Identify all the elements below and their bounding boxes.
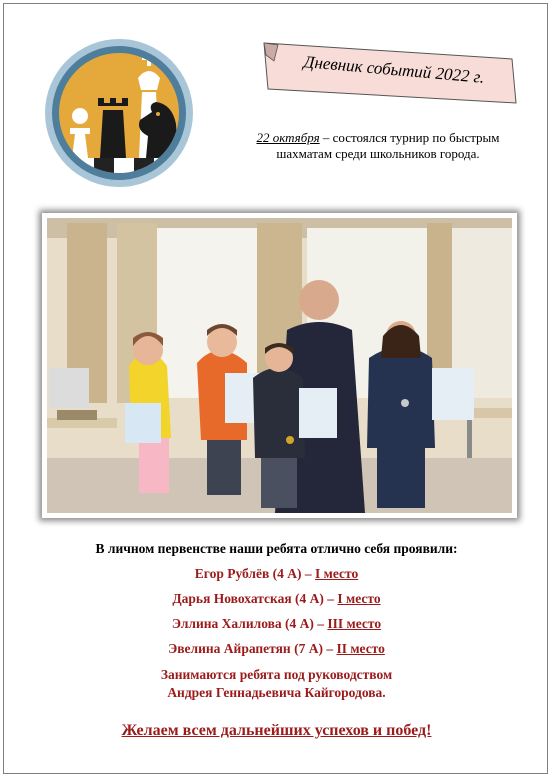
event-date: 22 октября [256,130,320,145]
result-item [20,591,533,607]
coach-line-1: Занимаются ребята под руководством [160,667,393,682]
banner-title: Дневник событий 2022 г. [302,52,486,87]
results-title: В личном первенстве наши ребята отлично себя проявили: [95,541,458,556]
closing-wish: Желаем всем дальнейших успехов и побед! [121,722,432,739]
event-text: – состоялся турнир по быстрым шахматам среди школьников города. [276,130,500,161]
result-place: II место [336,641,385,656]
photo-frame [42,213,517,518]
result-place: III место [327,616,382,631]
result-name: Дарья Новохатская (4 А) – [172,591,338,606]
result-place: I место [315,566,359,581]
group-photo [47,218,512,513]
event-description [228,130,528,162]
result-item [20,566,533,582]
coach-note [20,666,533,702]
result-item [20,616,533,632]
result-item [20,641,533,657]
result-name: Эллина Халилова (4 А) – [171,616,328,631]
coach-line-2: Андрея Геннадьевича Кайгородова. [167,685,386,700]
result-name: Егор Рублёв (4 А) – [194,566,316,581]
result-name: Эвелина Айрапетян (7 А) – [168,641,337,656]
chess-club-logo [44,38,194,188]
result-place: I место [337,591,381,606]
